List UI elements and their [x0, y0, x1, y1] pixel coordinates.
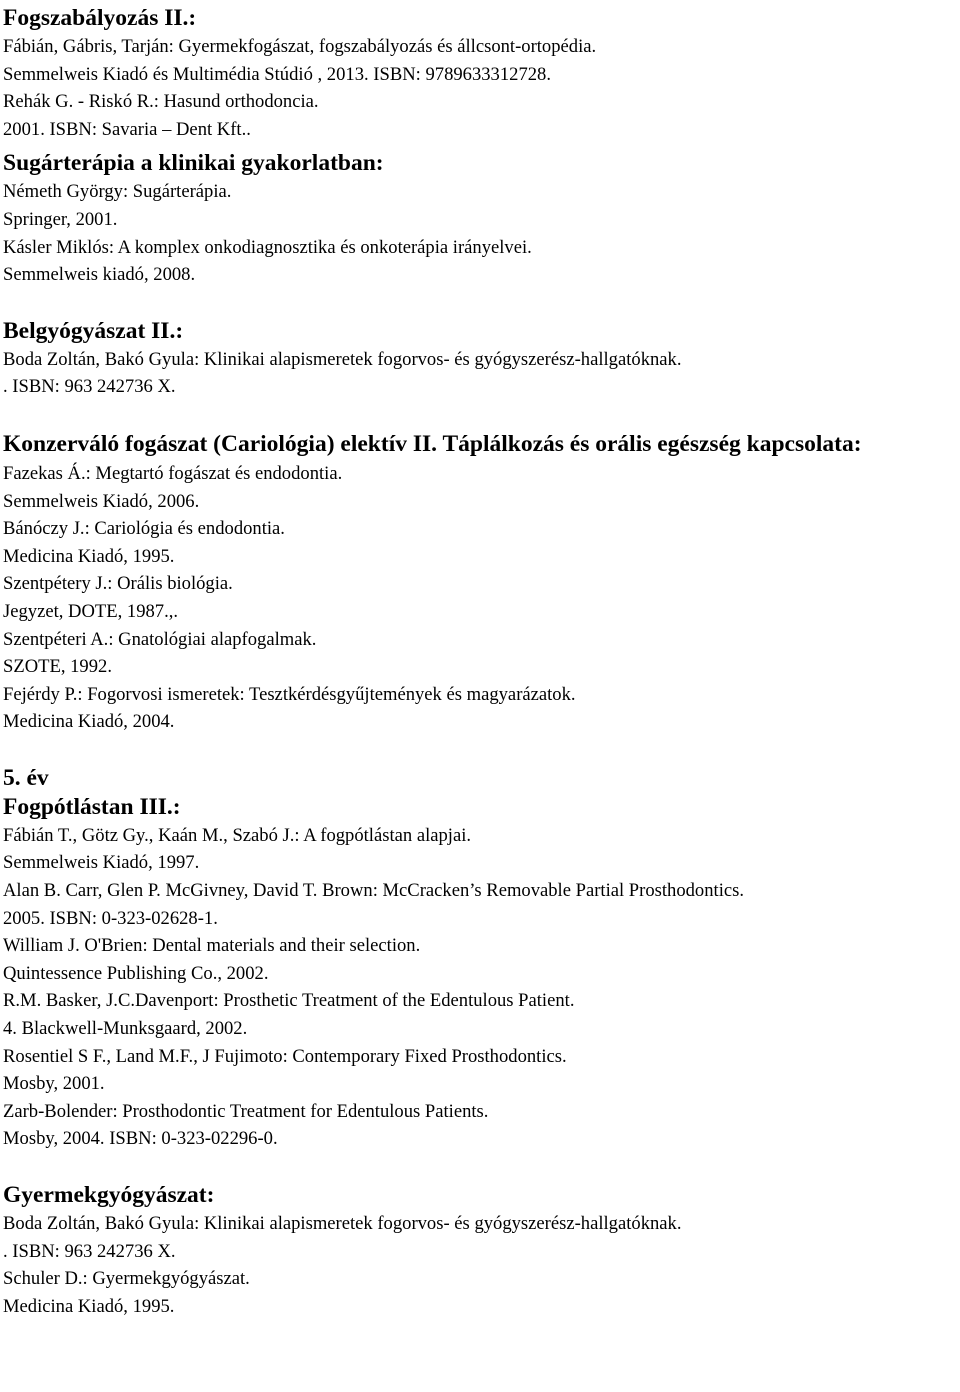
reference-line: Fábián, Gábris, Tarján: Gyermekfogászat, fogszabályozás és állcsont-ortopédia. [3, 36, 597, 57]
reference-line: Szentpéteri A.: Gnatológiai alapfogalmak. [3, 628, 317, 650]
section-konzervalo-fogaszat [3, 429, 960, 736]
document-page [3, 4, 960, 1320]
year-heading: 5. év [3, 764, 49, 791]
reference-line: . ISBN: 963 242736 X. [3, 1240, 176, 1262]
reference-line: William J. O'Brien: Dental materials and their selection. [3, 935, 421, 957]
reference-line: Németh György: Sugárterápia. [3, 181, 232, 203]
reference-line: Semmelweis Kiadó, 2006. [3, 490, 200, 512]
reference-line: Boda Zoltán, Bakó Gyula: Klinikai alapismeretek fogorvos- és gyógyszerész-hallgatóknak. [3, 348, 682, 370]
reference-line: Semmelweis kiadó, 2008. [3, 264, 196, 286]
section-heading: Fogszabályozás II.: [3, 5, 197, 31]
reference-line: Boda Zoltán, Bakó Gyula: Klinikai alapismeretek fogorvos- és gyógyszerész-hallgatóknak. [3, 1213, 682, 1234]
reference-line: Medicina Kiadó, 1995. [3, 545, 175, 567]
section-heading: Sugárterápia a klinikai gyakorlatban: [3, 150, 384, 177]
reference-line: Mosby, 2004. ISBN: 0-323-02296-0. [3, 1128, 278, 1150]
reference-line: Alan B. Carr, Glen P. McGivney, David T. Brown: McCracken’s Removable Partial Prosthodontics. [3, 880, 744, 902]
section-sugarterapia [3, 149, 960, 288]
reference-line: Fazekas Á.: Megtartó fogászat és endodontia. [3, 462, 343, 484]
reference-line: Medicina Kiadó, 1995. [3, 1295, 175, 1317]
reference-line: Semmelweis Kiadó, 1997. [3, 852, 200, 874]
section-fogpotlastan [3, 764, 960, 1153]
section-heading: Belgyógyászat II.: [3, 317, 184, 344]
reference-line: Quintessence Publishing Co., 2002. [3, 962, 269, 984]
reference-line: Fejérdy P.: Fogorvosi ismeretek: Tesztkérdésgyűjtemények és magyarázatok. [3, 683, 576, 705]
reference-line: . ISBN: 963 242736 X. [3, 376, 176, 398]
reference-line: 4. Blackwell-Munksgaard, 2002. [3, 1018, 248, 1040]
reference-line: Jegyzet, DOTE, 1987.,. [3, 600, 179, 622]
reference-line: Rehák G. - Riskó R.: Hasund orthodoncia. [3, 91, 319, 113]
reference-line: Kásler Miklós: A komplex onkodiagnosztika és onkoterápia irányelvei. [3, 236, 532, 258]
section-heading: Fogpótlástan III.: [3, 793, 181, 820]
reference-line: Mosby, 2001. [3, 1073, 105, 1095]
reference-line: Medicina Kiadó, 2004. [3, 711, 175, 733]
reference-line: Fábián T., Götz Gy., Kaán M., Szabó J.: A fogpótlástan alapjai. [3, 824, 472, 846]
reference-line: Szentpétery J.: Orális biológia. [3, 573, 233, 595]
section-heading: Gyermekgyógyászat: [3, 1182, 215, 1208]
reference-line: 2005. ISBN: 0-323-02628-1. [3, 907, 218, 929]
reference-line: R.M. Basker, J.C.Davenport: Prosthetic Treatment of the Edentulous Patient. [3, 990, 575, 1012]
reference-line: Rosentiel S F., Land M.F., J Fujimoto: Contemporary Fixed Prosthodontics. [3, 1045, 567, 1067]
section-fogszabalyozas [3, 4, 960, 143]
reference-line: Springer, 2001. [3, 208, 118, 230]
reference-line: Schuler D.: Gyermekgyógyászat. [3, 1268, 250, 1290]
reference-line: Bánóczy J.: Cariológia és endodontia. [3, 518, 285, 540]
reference-line: 2001. ISBN: Savaria – Dent Kft.. [3, 118, 251, 140]
reference-line: Semmelweis Kiadó és Multimédia Stúdió , 2013. ISBN: 9789633312728. [3, 63, 551, 85]
section-belgyogyaszat [3, 317, 960, 401]
reference-line: SZOTE, 1992. [3, 656, 112, 678]
section-gyermekgyogyaszat [3, 1181, 960, 1320]
section-heading: Konzerváló fogászat (Cariológia) elektív II. Táplálkozás és orális egészség kapcsolata: [3, 430, 862, 457]
reference-line: Zarb-Bolender: Prosthodontic Treatment for Edentulous Patients. [3, 1100, 489, 1122]
